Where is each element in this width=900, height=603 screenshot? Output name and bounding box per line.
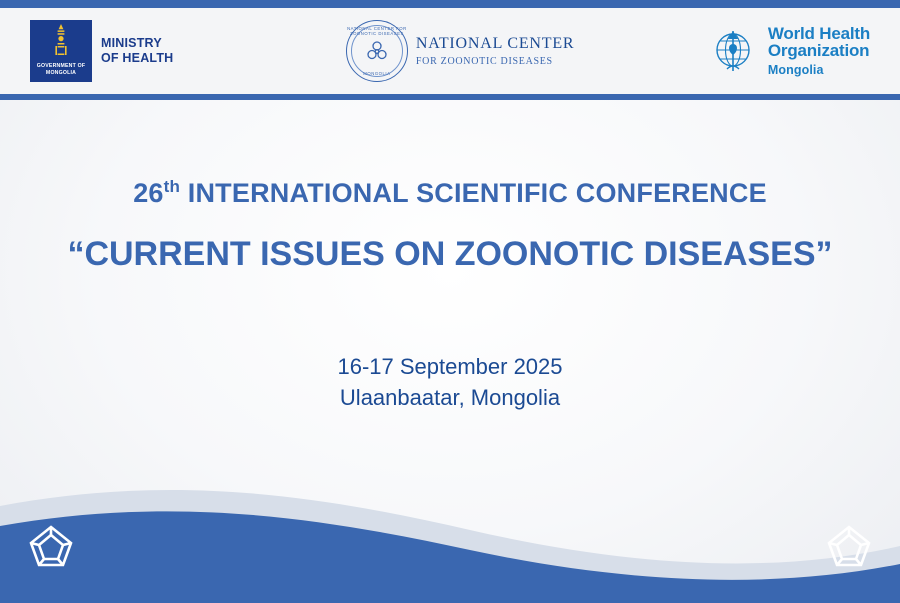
top-accent-bar [0, 0, 900, 8]
who-name-line-2: Organization [767, 41, 870, 61]
mongolian-knot-ornament-left-icon [18, 521, 84, 577]
conference-number-ordinal: th [163, 177, 181, 196]
who-name-line-1: World Health [767, 23, 870, 43]
slide-content [0, 106, 900, 506]
ministry-of-health-logo [30, 20, 173, 82]
bottom-wave-decoration [0, 468, 900, 603]
soyombo-icon [51, 24, 71, 58]
conference-label: INTERNATIONAL SCIENTIFIC CONFERENCE [187, 178, 767, 208]
government-label: GOVERNMENT OF MONGOLIA [36, 63, 86, 76]
who-country: Mongolia [767, 63, 824, 78]
ministry-of-health-name [101, 36, 173, 66]
ministry-name-line-2: OF HEALTH [101, 51, 174, 65]
ministry-name-line-1: MINISTRY [101, 36, 162, 50]
mongolia-state-emblem-icon [30, 20, 92, 82]
national-center-name [416, 34, 575, 69]
conference-date: 16-17 September 2025 [337, 354, 563, 379]
who-logo [707, 25, 870, 78]
who-emblem-icon [707, 25, 759, 77]
seal-top-text: NATIONAL CENTER FOR ZOONOTIC DISEASES [347, 26, 407, 36]
conference-location: Ulaanbaatar, Mongolia [339, 385, 561, 410]
national-center-logo [346, 20, 575, 82]
biohazard-icon [364, 38, 390, 64]
who-name [768, 25, 870, 78]
header-logo-band [0, 8, 900, 100]
logo-row [0, 8, 900, 94]
conference-number: 26 [133, 178, 164, 208]
national-center-seal-icon [346, 20, 408, 82]
seal-bottom-text: MONGOLIA [363, 71, 391, 76]
page-title: “CURRENT ISSUES ON ZOONOTIC DISEASES” [67, 235, 833, 273]
national-center-name-line-2: FOR ZOONOTIC DISEASES [415, 55, 553, 67]
mongolian-knot-ornament-right-icon [816, 521, 882, 577]
national-center-name-line-1: NATIONAL CENTER [415, 34, 575, 52]
conference-heading [0, 178, 900, 209]
